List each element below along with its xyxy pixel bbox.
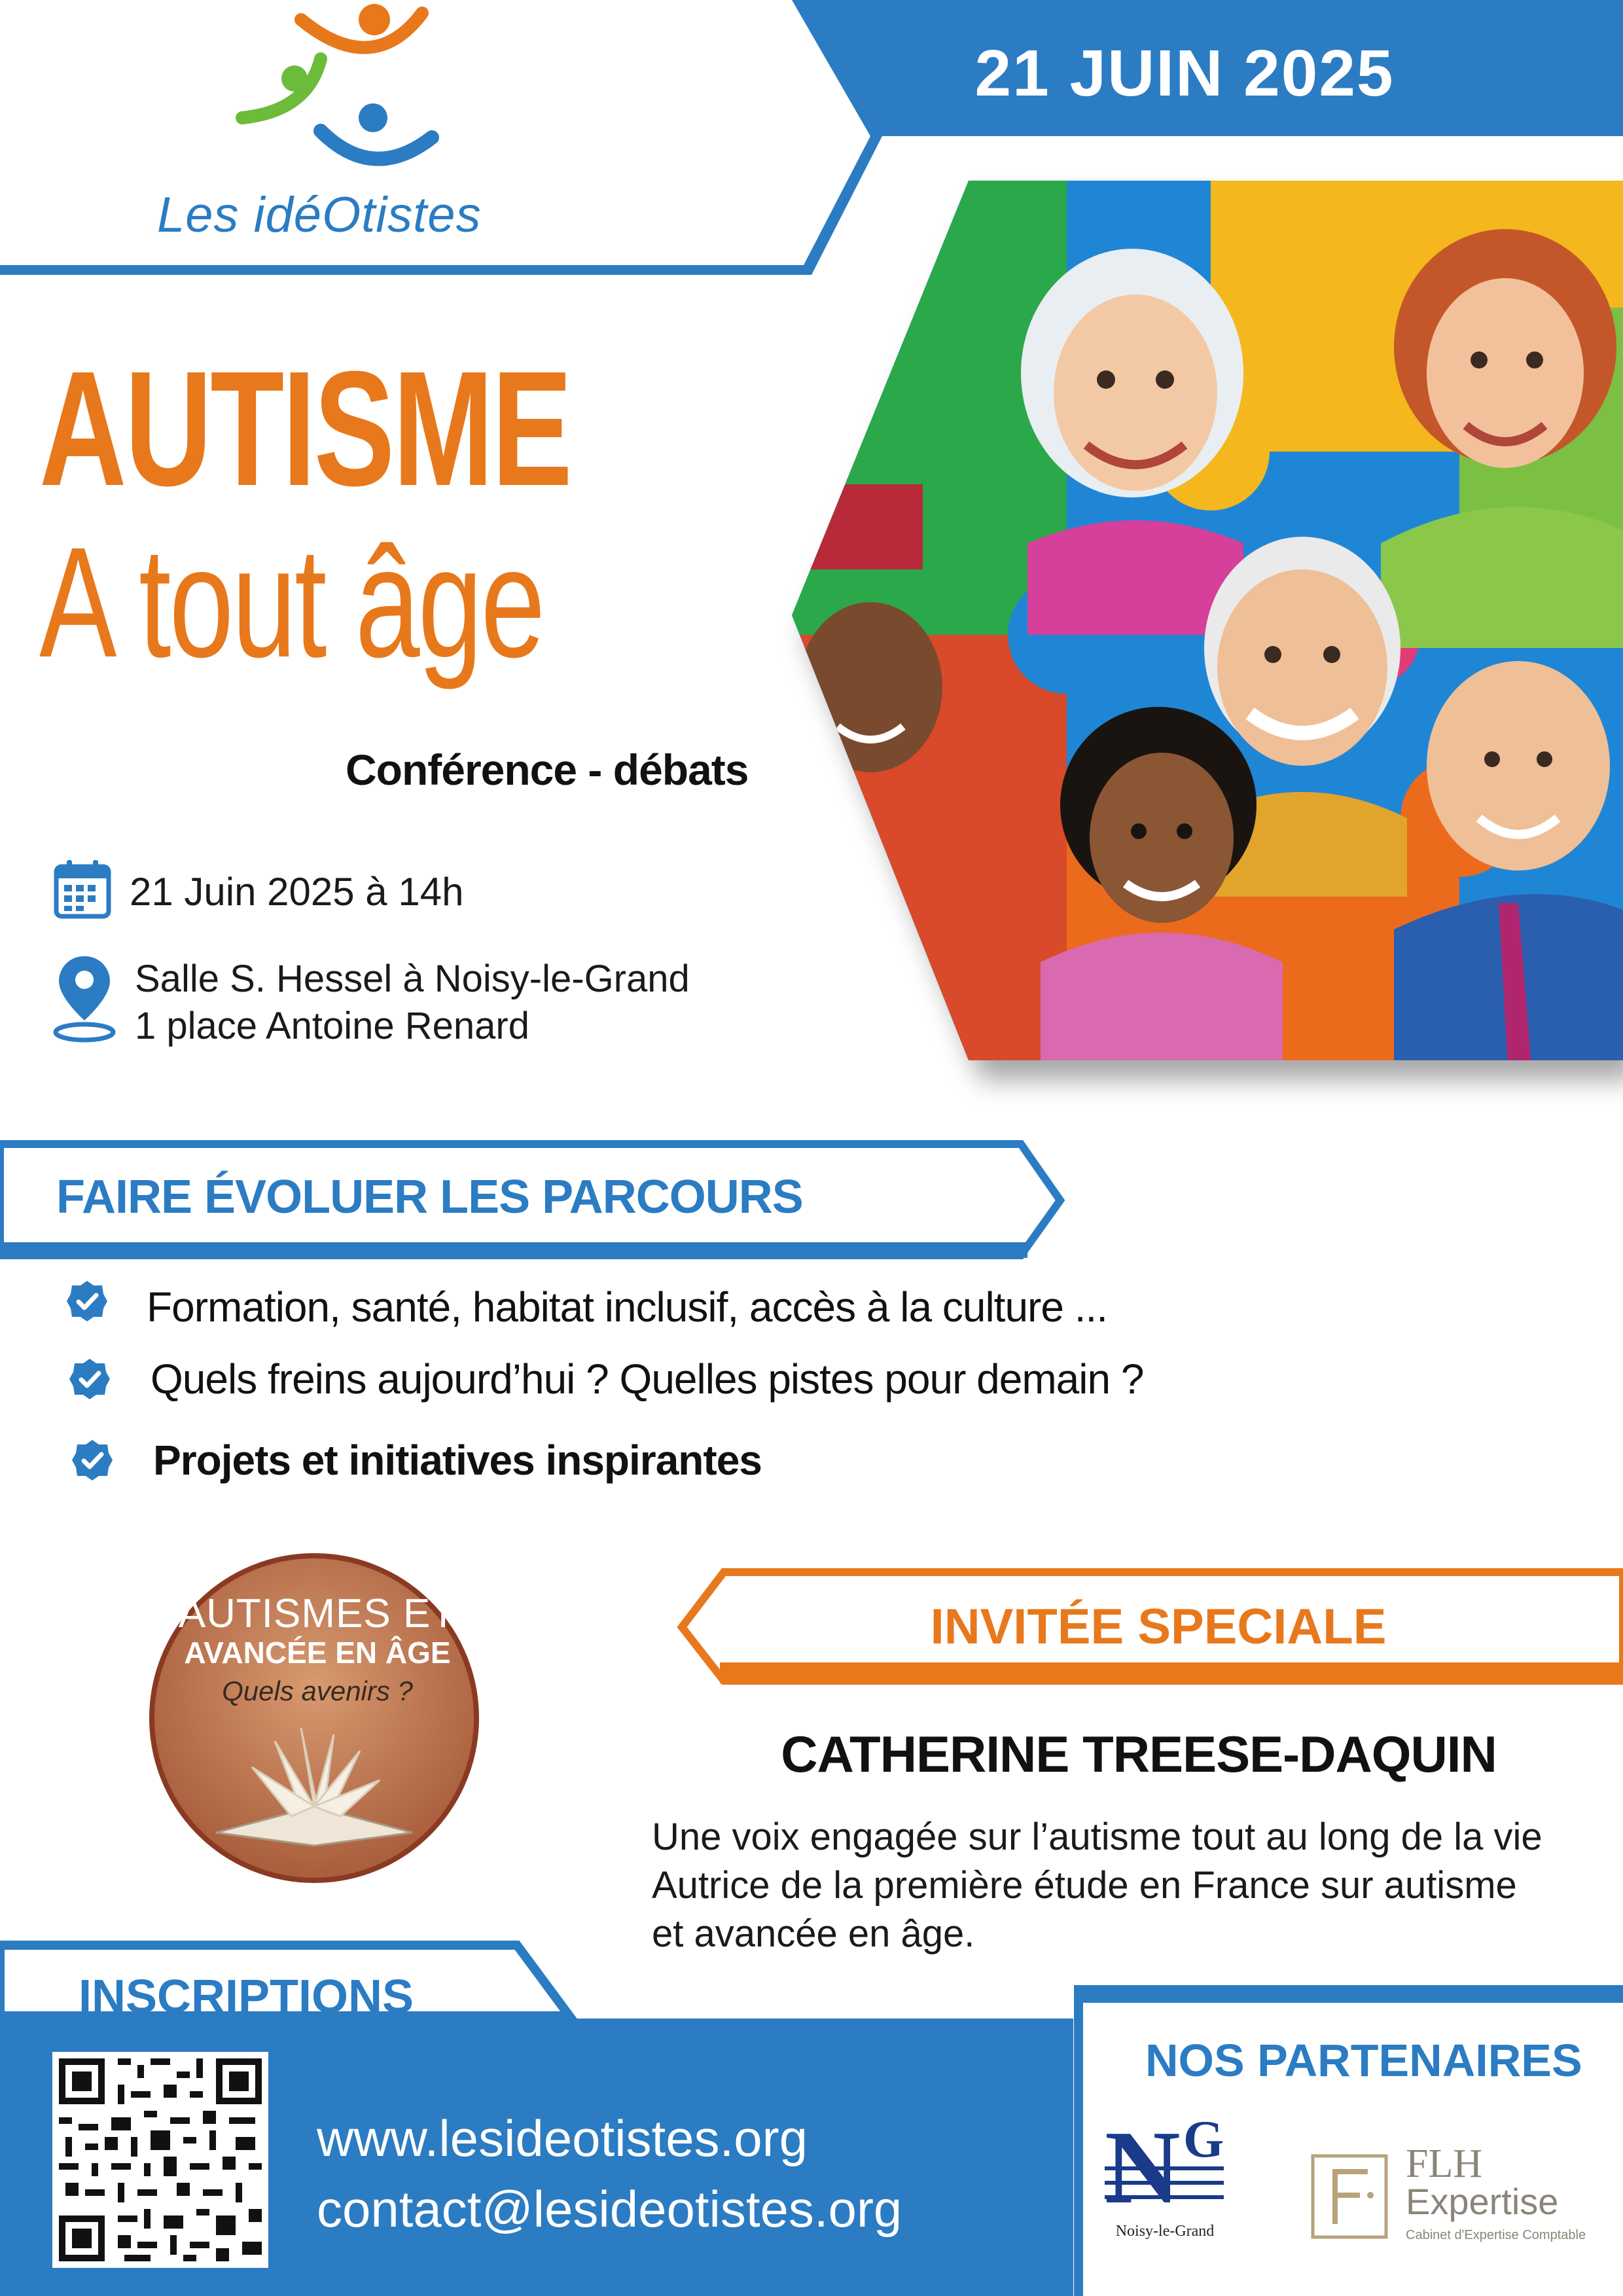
flh-name-line1: FLH <box>1406 2142 1483 2186</box>
book-title-line1: AUTISMES ET <box>178 1591 457 1636</box>
check-badge-icon <box>65 1280 109 1323</box>
event-address: 1 place Antoine Renard <box>135 1005 529 1047</box>
partners-heading: NOS PARTENAIRES <box>1145 2035 1582 2086</box>
illustration-hexagon <box>792 177 1623 1093</box>
flh-tagline: Cabinet d'Expertise Comptable <box>1406 2228 1586 2242</box>
event-venue: Salle S. Hessel à Noisy-le-Grand <box>135 958 690 1000</box>
noisy-le-grand-caption: Noisy-le-Grand <box>1115 2223 1215 2240</box>
noisy-le-grand-logo <box>1099 2109 1230 2225</box>
svg-text:G: G <box>1183 2111 1224 2168</box>
parcours-item-2: Quels freins aujourd’hui ? Quelles pistes pour demain ? <box>151 1355 1144 1403</box>
parcours-heading: FAIRE ÉVOLUER LES PARCOURS <box>56 1171 803 1223</box>
check-badge-icon <box>71 1439 114 1482</box>
check-badge-icon <box>68 1357 111 1401</box>
map-pin-icon <box>48 952 120 1044</box>
calendar-icon <box>52 857 113 920</box>
website-link[interactable]: www.lesideotistes.org <box>317 2109 808 2167</box>
main-title-line1: AUTISME <box>39 337 571 520</box>
parcours-item-3: Projets et initiatives inspirantes <box>153 1437 762 1484</box>
guest-description-line3: et avancée en âge. <box>652 1912 975 1955</box>
guest-name: CATHERINE TREESE-DAQUIN <box>781 1725 1497 1783</box>
flh-name-line2: Expertise <box>1406 2181 1559 2222</box>
guest-description-line2: Autrice de la première étude en France sur autisme <box>652 1864 1517 1907</box>
guest-description-line1: Une voix engagée sur l’autisme tout au long de la vie <box>652 1816 1543 1858</box>
header-date: 21 JUIN 2025 <box>974 37 1395 110</box>
qr-code[interactable] <box>52 2052 268 2268</box>
book-title-line3: Quels avenirs ? <box>222 1676 413 1706</box>
subtitle: Conférence - débats <box>346 745 749 794</box>
person-older-woman-left <box>1021 249 1243 635</box>
inscriptions-heading: INSCRIPTIONS <box>79 1971 414 2023</box>
parcours-item-1: Formation, santé, habitat inclusif, accès à la culture ... <box>147 1283 1108 1331</box>
svg-text:N: N <box>1105 2109 1181 2225</box>
event-date-time: 21 Juin 2025 à 14h <box>130 870 464 914</box>
email-link[interactable]: contact@lesideotistes.org <box>317 2180 902 2238</box>
main-title-line2: A tout âge <box>39 514 544 690</box>
book-title-line2: AVANCÉE EN ÂGE <box>184 1636 451 1670</box>
flh-expertise-logo <box>1309 2152 1394 2244</box>
logo-wordmark: Les idéOtistes <box>157 187 482 243</box>
invitee-heading: INVITÉE SPECIALE <box>930 1599 1387 1655</box>
